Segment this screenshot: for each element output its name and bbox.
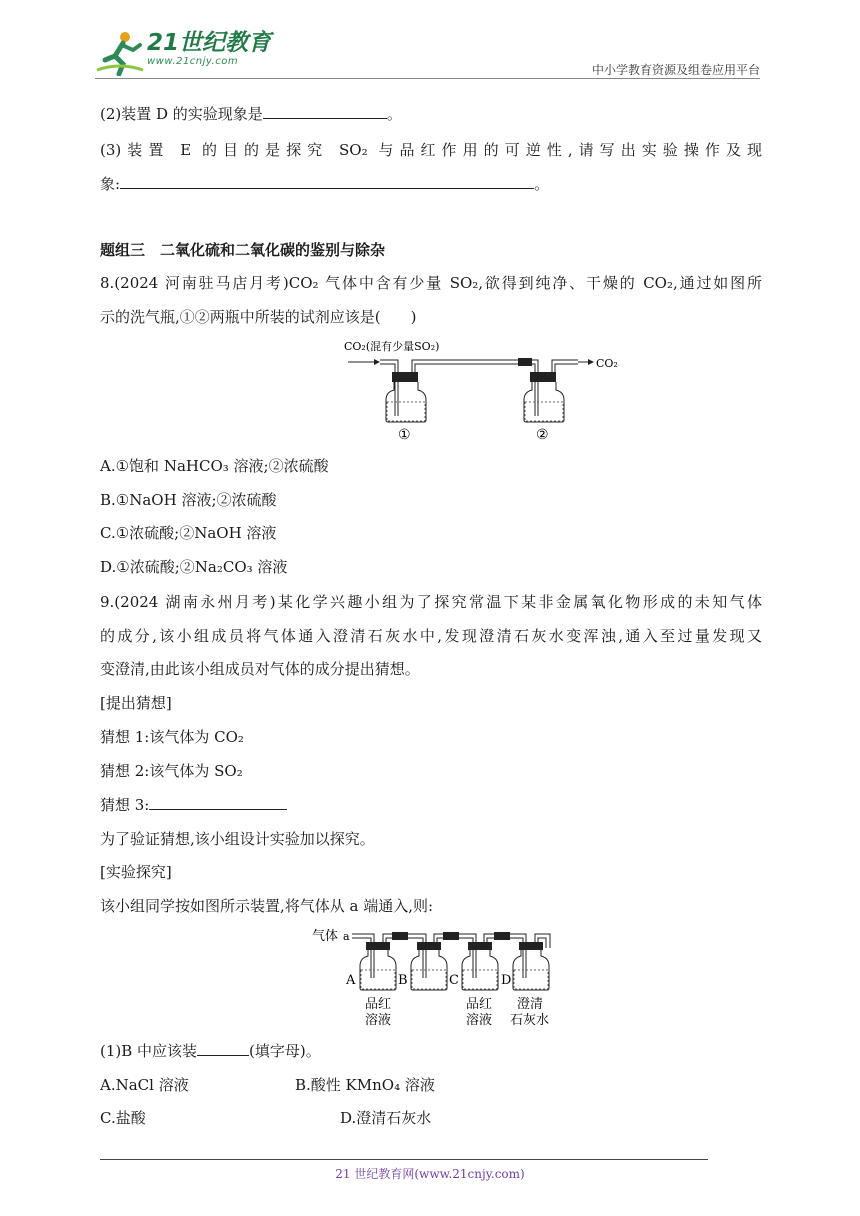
footer-divider (100, 1159, 708, 1160)
bottle-a-label-1: 品红 (365, 997, 392, 1012)
platform-name: 中小学教育资源及组卷应用平台 (591, 63, 760, 77)
inlet-arrowhead (374, 359, 380, 365)
q8-option-c: C.①浓硫酸;②NaOH 溶液 (100, 524, 277, 542)
q8-option-b: B.①NaOH 溶液;②浓硫酸 (100, 491, 277, 509)
experiment-text: 该小组同学按如图所示装置,将气体从 a 端通入,则: (100, 897, 434, 915)
answer-blank[interactable] (197, 1041, 249, 1056)
stopper-1 (392, 372, 418, 382)
bottle-a-label-2: 溶液 (365, 1013, 392, 1028)
group3-title: 题组三 二氧化硫和二氧化碳的鉴别与除杂 (100, 241, 386, 259)
q9-option-b: B.酸性 KMnO₄ 溶液 (295, 1076, 435, 1094)
footer-text: 21 世纪教育网(www.21cnjy.com) (335, 1167, 525, 1181)
answer-blank[interactable] (263, 104, 387, 119)
q8-line2: 示的洗气瓶,①②两瓶中所装的试剂应该是( ) (100, 308, 417, 326)
bottle-letter-a: A (346, 973, 356, 988)
bottle-label-1: ① (398, 427, 411, 443)
experiment-heading: [实验探究] (100, 863, 172, 881)
q9-option-a: A.NaCl 溶液 (100, 1076, 189, 1094)
q8-line1: 8.(2024 河南驻马店月考)CO₂ 气体中含有少量 SO₂,欲得到纯净、干燥的 CO₂,通过如图所 (100, 274, 762, 292)
logo-sub-text: www.21cnjy.com (147, 56, 239, 67)
bottle-D (513, 942, 549, 990)
verify-text: 为了验证猜想,该小组设计实验加以探究。 (100, 830, 375, 848)
q8-option-a: A.①饱和 NaHCO₃ 溶液;②浓硫酸 (100, 457, 329, 475)
bottle-C (462, 942, 498, 990)
logo (95, 30, 271, 76)
bottle-letter-b: B (398, 973, 408, 988)
q9-option-d: D.澄清石灰水 (340, 1109, 432, 1127)
rubber-connector (518, 358, 532, 366)
answer-blank[interactable] (120, 174, 534, 189)
bottle-label-2: ② (536, 427, 549, 443)
stopper-2 (530, 372, 556, 382)
bottle-c-label-2: 溶液 (466, 1013, 493, 1028)
q8-fig-outlet-label: CO₂ (596, 357, 618, 370)
q9-apparatus-figure (308, 924, 564, 1030)
q8-fig-inlet-label: CO₂(混有少量SO₂) (344, 340, 440, 353)
bottle-d-label-1: 澄清 (517, 997, 544, 1012)
q7-part2: (2)装置 D 的实验现象是 。 (100, 105, 402, 123)
q8-gas-washing-figure (338, 336, 628, 444)
q9-sub1: (1)B 中应该装 (填字母)。 (100, 1042, 321, 1060)
q7-part3-line1: (3)装置 E 的目的是探究 SO₂ 与品红作用的可逆性,请写出实验操作及现 (100, 141, 762, 159)
q8-option-d: D.①浓硫酸;②Na₂CO₃ 溶液 (100, 558, 288, 576)
q7-part3-line2: 象: 。 (100, 175, 550, 193)
bottle-letter-d: D (501, 973, 512, 988)
q9-line3: 变澄清,由此该小组成员对气体的成分提出猜想。 (100, 660, 420, 678)
liquid-2 (525, 402, 563, 421)
hypothesis-2: 猜想 2:该气体为 SO₂ (100, 762, 243, 780)
bottle-letter-c: C (449, 973, 459, 988)
bottle-d-label-2: 石灰水 (510, 1013, 550, 1028)
logo-main-text: 21世纪教育 (147, 30, 272, 56)
q9-option-c: C.盐酸 (100, 1109, 146, 1127)
runner-logo-icon (95, 30, 145, 76)
gas-label: 气体 (312, 929, 339, 944)
hypothesis-heading: [提出猜想] (100, 694, 172, 712)
hypothesis-3: 猜想 3: (100, 795, 287, 815)
liquid-1 (387, 402, 425, 421)
hypothesis-1: 猜想 1:该气体为 CO₂ (100, 728, 244, 746)
bottle-A (360, 942, 396, 990)
bottle-c-label-1: 品红 (466, 997, 493, 1012)
q9-line2: 的成分,该小组成员将气体通入澄清石灰水中,发现澄清石灰水变浑浊,通入至过量发现又 (100, 627, 762, 645)
port-a-label: a (343, 930, 350, 943)
page-header (95, 30, 760, 80)
bottle-B (411, 942, 447, 990)
answer-blank[interactable] (149, 795, 287, 810)
header-divider (95, 78, 760, 79)
q9-line1: 9.(2024 湖南永州月考)某化学兴趣小组为了探究常温下某非金属氧化物形成的未知气体 (100, 593, 762, 611)
